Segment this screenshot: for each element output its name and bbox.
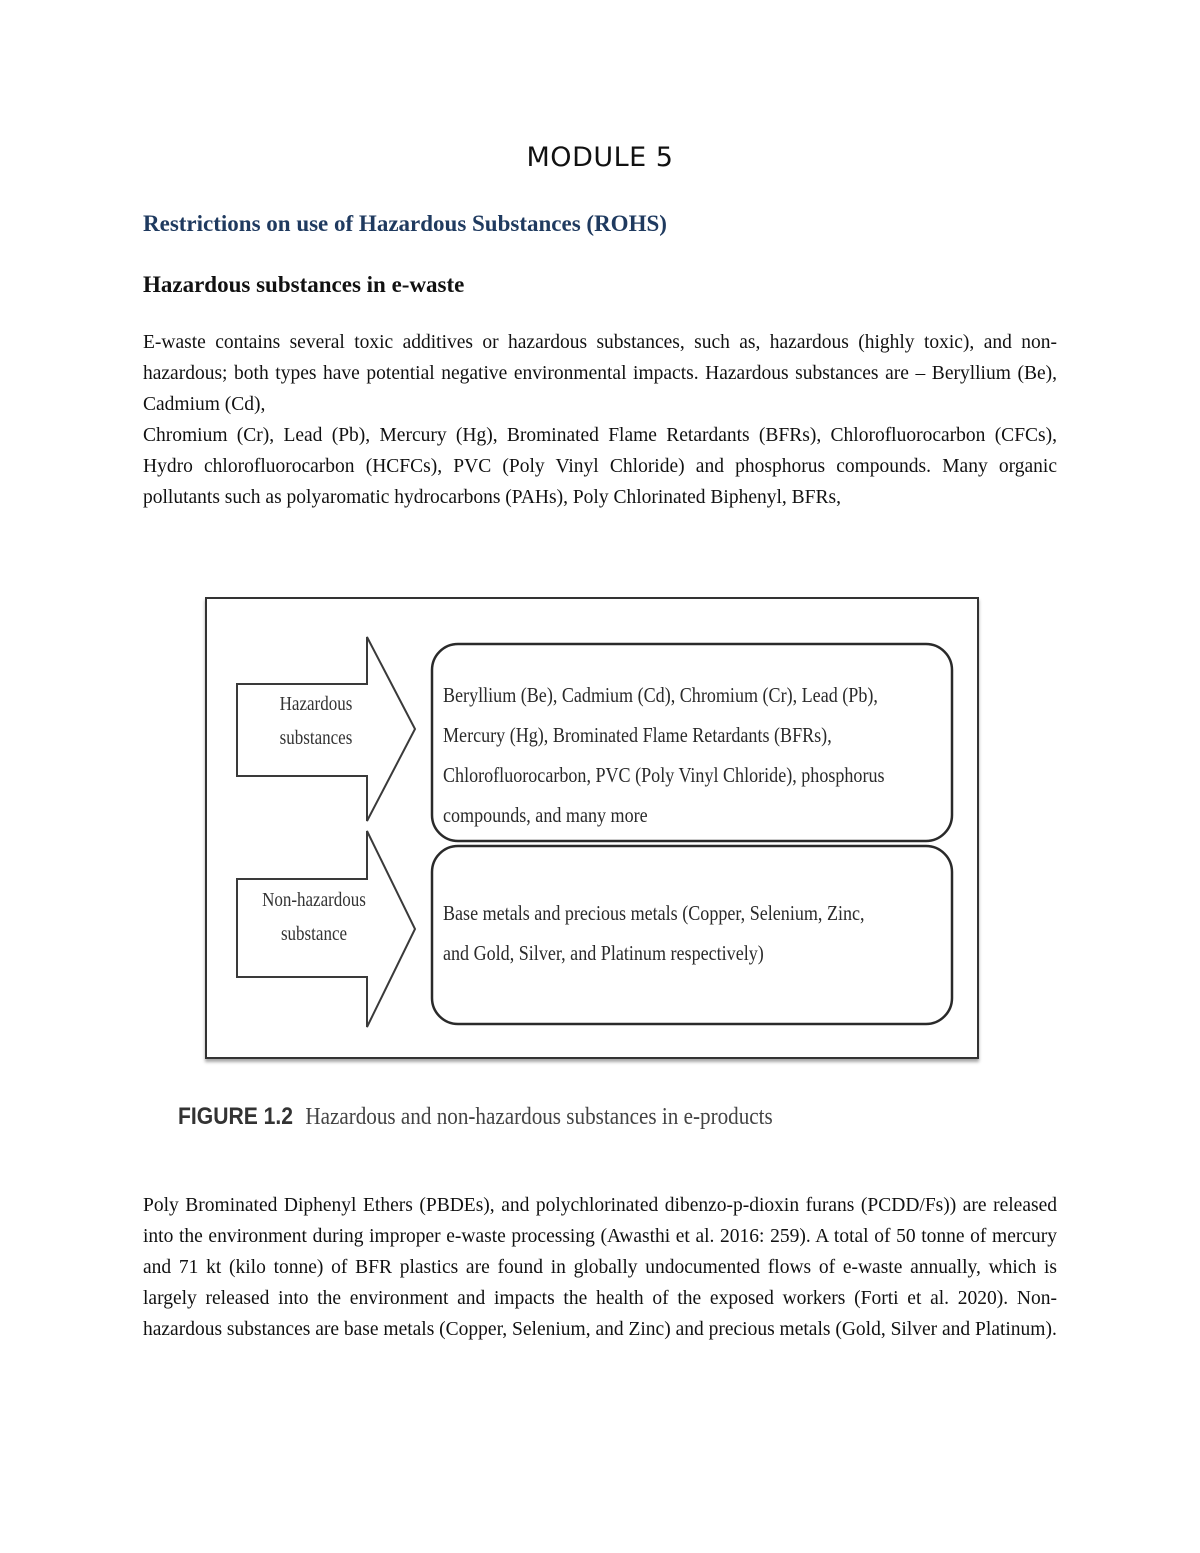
figure-number: FIGURE 1.2 [178,1103,294,1130]
non-hazardous-box-line: Base metals and precious metals (Copper, Selenium, Zinc, [443,901,865,925]
hazardous-box-text [443,675,885,835]
figure-diagram [205,597,979,1059]
closing-paragraph [143,1190,1057,1345]
non-hazardous-label-line: Non-hazardous [262,889,366,911]
section-title: Restrictions on use of Hazardous Substances (ROHS) [143,211,667,236]
substances-paragraph-text: Chromium (Cr), Lead (Pb), Mercury (Hg), Brominated Flame Retardants (BFRs), Chlorofluorocarbon (CFCs), Hydro chlorofluorocarbon (HCFCs), PVC (Poly Vinyl Chloride) and phosphorus compounds. Many organic pollutants such as polyaromatic hydrocarbons (PAHs), Poly Chlorinated Biphenyl, BFRs, [143,425,1057,508]
sub-title: Hazardous substances in e-waste [143,272,465,297]
hazardous-label-line: substances [279,727,353,749]
hazardous-box-line: Mercury (Hg), Brominated Flame Retardants (BFRs), [443,723,832,747]
module-title: MODULE 5 [526,142,674,173]
hazardous-arrow-label [261,687,372,755]
non-hazardous-box-line: and Gold, Silver, and Platinum respectively) [443,941,764,965]
non-hazardous-box-text [443,893,865,973]
hazardous-box-line: compounds, and many more [443,803,648,827]
hazardous-box-line: Chlorofluorocarbon, PVC (Poly Vinyl Chloride), phosphorus [443,763,885,787]
figure-caption-text: Hazardous and non-hazardous substances in e-products [305,1104,773,1130]
closing-paragraph-text: Poly Brominated Diphenyl Ethers (PBDEs), and polychlorinated dibenzo-p-dioxin furans (PCDD/Fs)) are released into the environment during improper e-waste processing (Awasthi et al. 2016: 259). A total of 50 tonne of mercury and 71 kt (kilo tonne) of BFR plastics are found in globally undocumented flows of e-waste annually, which is largely released into the environment and impacts the health of the exposed workers (Forti et al. 2020). Non-hazardous substances are base metals (Copper, Selenium, and Zinc) and precious metals (Gold, Silver and Platinum). [143,1195,1057,1340]
non-hazardous-arrow-label [250,883,378,951]
hazardous-label-line: Hazardous [279,693,353,715]
intro-paragraph [143,327,1057,420]
figure-caption [178,1103,773,1131]
non-hazardous-label-line: substance [280,923,348,945]
intro-paragraph-text: E-waste contains several toxic additives or hazardous substances, such as, hazardous (highly toxic), and non-hazardous; both types have potential negative environmental impacts. Hazardous substances are – Beryllium (Be), Cadmium (Cd), [143,332,1057,415]
hazardous-box-line: Beryllium (Be), Cadmium (Cd), Chromium (Cr), Lead (Pb), [443,683,878,707]
substances-paragraph [143,420,1057,513]
